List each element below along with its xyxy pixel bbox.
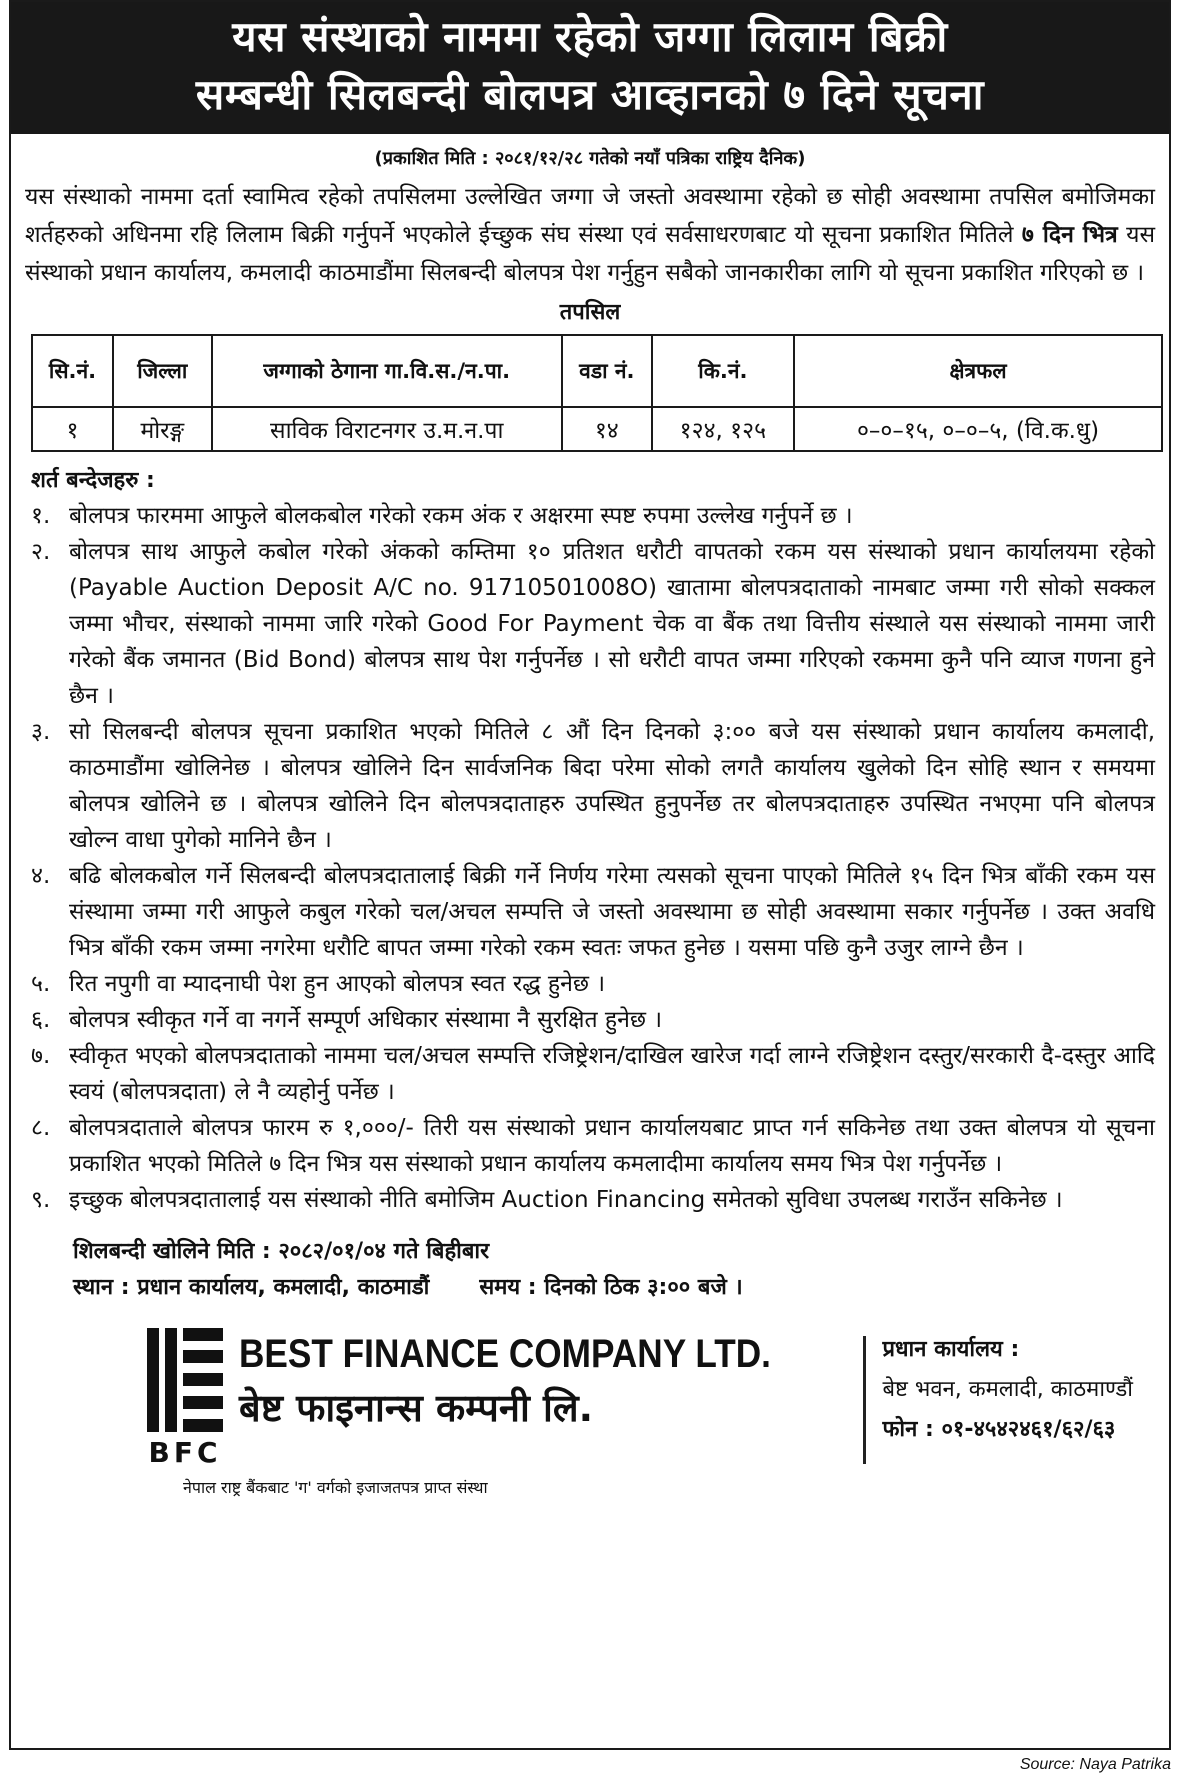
col-header-address: जग्गाको ठेगाना गा.वि.स./न.पा. [212, 335, 562, 407]
term-text: बढि बोलकबोल गर्ने सिलबन्दी बोलपत्रदातालाई बिक्री गर्ने निर्णय गरेमा त्यसको सूचना पाएको मितिले १५ दिन भित्र बाँकी रकम यस संस्थामा जम्मा गरी आफुले कबुल गरेको चल/अचल सम्पत्ति जे जस्तो अवस्थामा छ सोही अवस्थामा सकार गर्नुपर्नेछ । उक्त अवधि भित्र बाँकी रकम जम्मा नगरेमा धरौटि बापत जम्मा गरेको रकम स्वतः जफत हुनेछ । यसमा पछि कुनै उजुर लाग्ने छैन । [69, 863, 1156, 961]
term-number: ४. [31, 863, 51, 889]
opening-time: समय : दिनको ठिक ३:०० बजे । [479, 1275, 743, 1300]
cell-serial: १ [32, 407, 113, 451]
company-logo [143, 1326, 227, 1469]
term-number: ५. [31, 971, 51, 997]
source-credit: Source: Naya Patrika [1019, 1756, 1171, 1773]
cell-area: ०–०–१५, ०–०–५, (वि.क.धु) [794, 407, 1162, 451]
term-text: बोलपत्रदाताले बोलपत्र फारम रु १,०००/- तिरी यस संस्थाको प्रधान कार्यालयबाट प्राप्त गर्न सकिनेछ तथा उक्त बोलपत्र यो सूचना प्रकाशित भएको मितिले ७ दिन भित्र यस संस्थाको प्रधान कार्यालय कमलादीमा कार्यालय समय भित्र पेश गर्नुपर्नेछ । [69, 1115, 1155, 1177]
logo-abbreviation: BFC [148, 1436, 222, 1469]
intro-deadline-emphasis: ७ दिन भित्र [1021, 222, 1118, 248]
office-address: बेष्ट भवन, कमलादी, काठमाण्डौं [882, 1377, 1133, 1402]
auction-notice [9, 0, 1171, 1750]
term-number: २. [31, 539, 51, 565]
terms-heading: शर्त बन्देजहरु : [31, 468, 155, 493]
intro-text-after: यस संस्थाको प्रधान कार्यालय, कमलादी काठमाडौंमा सिलबन्दी बोलपत्र पेश गर्नुहुन सबैको जानकारीका लागि यो सूचना प्रकाशित गरिएको छ । [25, 222, 1156, 286]
list-item [25, 966, 1155, 1002]
col-header-district: जिल्ला [113, 335, 212, 407]
term-number: ६. [31, 1007, 51, 1033]
term-text: बोलपत्र फारममा आफुले बोलकबोल गरेको रकम अंक र अक्षरमा स्पष्ट रुपमा उल्लेख गर्नुपर्ने छ । [69, 503, 853, 529]
notice-title-bar [11, 2, 1169, 134]
term-text: इच्छुक बोलपत्रदातालाई यस संस्थाको नीति बमोजिम Auction Financing समेतको सुविधा उपलब्ध गराउँन सकिनेछ । [69, 1187, 1063, 1213]
col-header-ward: वडा नं. [562, 335, 652, 407]
list-item [25, 1110, 1155, 1182]
company-name-english: BEST FINANCE COMPANY LTD. [239, 1332, 771, 1376]
term-text: स्वीकृत भएको बोलपत्रदाताको नाममा चल/अचल सम्पत्ति रजिष्ट्रेशन/दाखिल खारेज गर्दा लाग्ने रजिष्ट्रेशन दस्तुर/सरकारी दै-दस्तुर आदि स्वयं (बोलपत्रदाता) ले नै व्यहोर्नु पर्नेछ । [69, 1043, 1155, 1105]
notice-title-line-1: यस संस्थाको नाममा रहेको जग्गा लिलाम बिक्री [232, 12, 948, 61]
office-label: प्रधान कार्यालय : [882, 1337, 1020, 1362]
term-number: ८. [31, 1115, 51, 1141]
company-logo-block [143, 1326, 843, 1469]
company-name-nepali: बेष्ट फाइनान्स कम्पनी लि. [239, 1386, 594, 1430]
bid-opening-info [73, 1234, 1155, 1306]
footer-divider [863, 1336, 866, 1464]
col-header-serial: सि.नं. [32, 335, 113, 407]
opening-place: स्थान : प्रधान कार्यालय, कमलादी, काठमाडौं [73, 1275, 430, 1300]
term-text: सो सिलबन्दी बोलपत्र सूचना प्रकाशित भएको मितिले ८ औं दिन दिनको ३:०० बजे यस संस्थाको प्रधान कार्यालय कमलादी, काठमाडौंमा खोलिनेछ । बोलपत्र खोलिने दिन सार्वजनिक बिदा परेमा सोको लगतै कार्यालय खुलेको दिन सोहि स्थान र समयमा बोलपत्र खोलिने छ । बोलपत्र खोलिने दिन बोलपत्रदाताहरु उपस्थित हुनुपर्नेछ तर बोलपत्रदाताहरु उपस्थित नभएमा पनि बोलपत्र खोल्न वाधा पुगेको मानिने छैन । [69, 719, 1155, 853]
company-footer [25, 1326, 1155, 1498]
list-item [25, 1182, 1155, 1218]
term-text: रित नपुगी वा म्यादनाघी पेश हुन आएको बोलपत्र स्वत रद्ध हुनेछ । [69, 971, 606, 997]
cell-plot-no: १२४, १२५ [652, 407, 794, 451]
cell-ward: १४ [562, 407, 652, 451]
land-details-table [31, 334, 1163, 452]
opening-date: शिलबन्दी खोलिने मिति : २०८२/०१/०४ गते बिहीबार [73, 1239, 490, 1264]
notice-body [11, 134, 1169, 1498]
cell-address: साविक विराटनगर उ.म.न.पा [212, 407, 562, 451]
opening-place-time [73, 1270, 1155, 1306]
term-number: ९. [31, 1187, 51, 1213]
publication-note: (प्रकाशित मिति : २०८१/१२/२८ गतेको नयाँ पत्रिका राष्ट्रिय दैनिक) [374, 148, 806, 169]
intro-paragraph [25, 178, 1155, 292]
company-names [239, 1326, 843, 1466]
notice-title-line-2: सम्बन्धी सिलबन्दी बोलपत्र आव्हानको ७ दिने सूचना [195, 70, 985, 119]
term-text: बोलपत्र स्वीकृत गर्ने वा नगर्ने सम्पूर्ण अधिकार संस्थामा नै सुरक्षित हुनेछ । [69, 1007, 663, 1033]
term-number: ७. [31, 1043, 51, 1069]
terms-list [25, 498, 1155, 1218]
intro-text-before: यस संस्थाको नाममा दर्ता स्वामित्व रहेको तपसिलमा उल्लेखित जग्गा जे जस्तो अवस्थामा रहेको छ सोही अवस्थामा तपसिल बमोजिमका शर्तहरुको अधिनमा रहि लिलाम बिक्री गर्नुपर्ने भएकोले ईच्छुक संघ संस्था एवं सर्वसाधरणबाट यो सूचना प्रकाशित मितिले [25, 184, 1155, 248]
table-header-row [32, 335, 1162, 407]
company-identity [143, 1326, 843, 1498]
col-header-plot-no: कि.नं. [652, 335, 794, 407]
list-item [25, 714, 1155, 858]
list-item [25, 858, 1155, 966]
bfc-logo-icon [143, 1326, 227, 1436]
term-text: बोलपत्र साथ आफुले कबोल गरेको अंकको कम्तिमा १० प्रतिशत धरौटी वापतको रकम यस संस्थाको प्रधान कार्यालयमा रहेको (Payable Auction Deposit A/C no. 91710501008O) खातामा बोलपत्रदाताको नामबाट जम्मा गरी सोको सक्कल जम्मा भौचर, संस्थाको नाममा जारि गरेको Good For Payment चेक वा बैंक तथा वित्तीय संस्थाले यस संस्थाको नाममा जारी गरेको बैंक जमानत (Bid Bond) बोलपत्र साथ पेश गर्नुपर्नेछ । सो धरौटी वापत जम्मा गरिएको रकममा कुनै पनि व्याज गणना हुने छैन । [69, 539, 1155, 709]
office-phone: फोन : ०१-४५४२४६१/६२/६३ [882, 1417, 1116, 1442]
head-office-info [882, 1326, 1132, 1498]
licence-note: नेपाल राष्ट्र बैंकबाट 'ग' वर्गको इजाजतपत्र प्राप्त संस्था [183, 1478, 488, 1497]
cell-district: मोरङ्ग [113, 407, 212, 451]
list-item [25, 1038, 1155, 1110]
col-header-area: क्षेत्रफल [794, 335, 1162, 407]
list-item [25, 498, 1155, 534]
term-number: ३. [31, 719, 51, 745]
table-row [32, 407, 1162, 451]
list-item [25, 534, 1155, 714]
term-number: १. [31, 503, 51, 529]
list-item [25, 1002, 1155, 1038]
schedule-title: तपसिल [559, 300, 621, 325]
